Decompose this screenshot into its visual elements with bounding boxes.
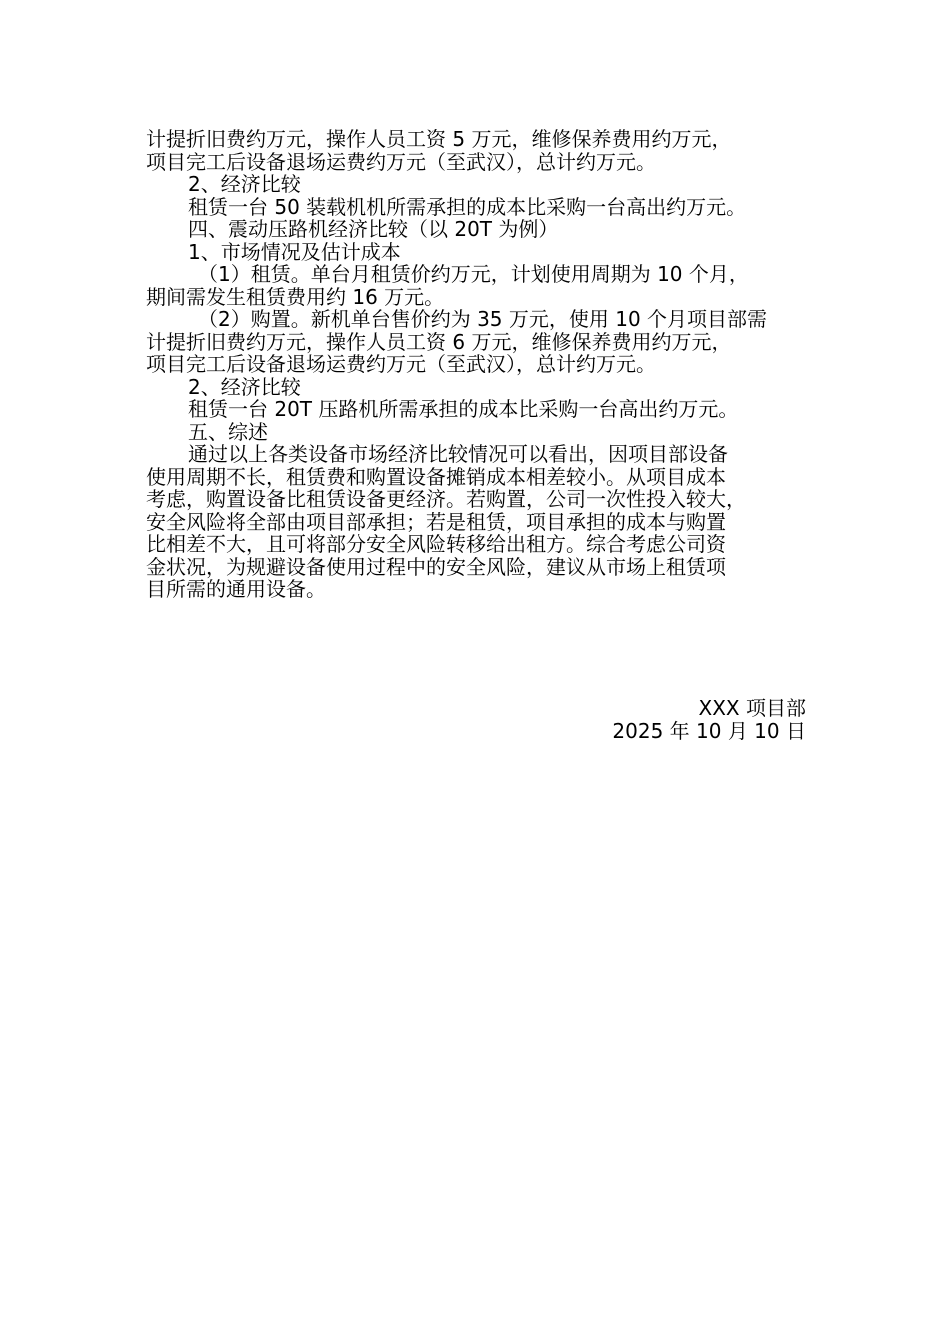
body-line-1: 计提折旧费约万元，操作人员工资 5 万元，维修保养费用约万元，: [146, 127, 732, 151]
body-line-20: 金状况，为规避设备使用过程中的安全风险，建议从市场上租赁项: [146, 554, 726, 579]
body-line-11: 项目完工后设备退场运费约万元（至武汉），总计约万元。: [146, 352, 656, 376]
body-line-21: 目所需的通用设备。: [146, 577, 326, 601]
body-line-10: 计提折旧费约万元，操作人员工资 6 万元，维修保养费用约万元，: [146, 329, 732, 354]
document-body: [146, 128, 810, 601]
body-line-18: 安全风险将全部由项目部承担；若是租赁，项目承担的成本与购置: [146, 509, 726, 534]
signature-block: [146, 697, 806, 742]
section-heading-roller: 四、震动压路机经济比较（以 20T 为例）: [188, 217, 559, 241]
signature-organization: XXX 项目部: [698, 696, 806, 720]
body-line-17: 考虑，购置设备比租赁设备更经济。若购置，公司一次性投入较大，: [146, 487, 746, 511]
section-heading-summary: 五、综述: [188, 419, 268, 444]
signature-date: 2025 年 10 月 10 日: [612, 718, 806, 743]
body-line-9: （2）购置。新机单台售价约为 35 万元，使用 10 个月项目部需: [198, 307, 768, 331]
body-line-15: 通过以上各类设备市场经济比较情况可以看出，因项目部设备: [188, 442, 728, 466]
body-line-4: 租赁一台 50 装载机机所需承担的成本比采购一台高出约万元。: [188, 194, 747, 219]
section-heading-economic-comparison-2: 2、经济比较: [188, 374, 301, 399]
body-line-2: 项目完工后设备退场运费约万元（至武汉），总计约万元。: [146, 149, 656, 174]
body-line-16: 使用周期不长，租赁费和购置设备摊销成本相差较小。从项目成本: [146, 464, 726, 489]
section-heading-market: 1、市场情况及估计成本: [188, 239, 401, 264]
body-line-13: 租赁一台 20T 压路机所需承担的成本比采购一台高出约万元。: [188, 397, 739, 421]
body-line-8: 期间需发生租赁费用约 16 万元。: [146, 284, 445, 309]
section-heading-economic-comparison: 2、经济比较: [188, 172, 301, 196]
body-line-19: 比相差不大，且可将部分安全风险转移给出租方。综合考虑公司资: [146, 532, 726, 556]
body-line-7: （1）租赁。单台月租赁价约万元，计划使用周期为 10 个月，: [198, 262, 749, 286]
